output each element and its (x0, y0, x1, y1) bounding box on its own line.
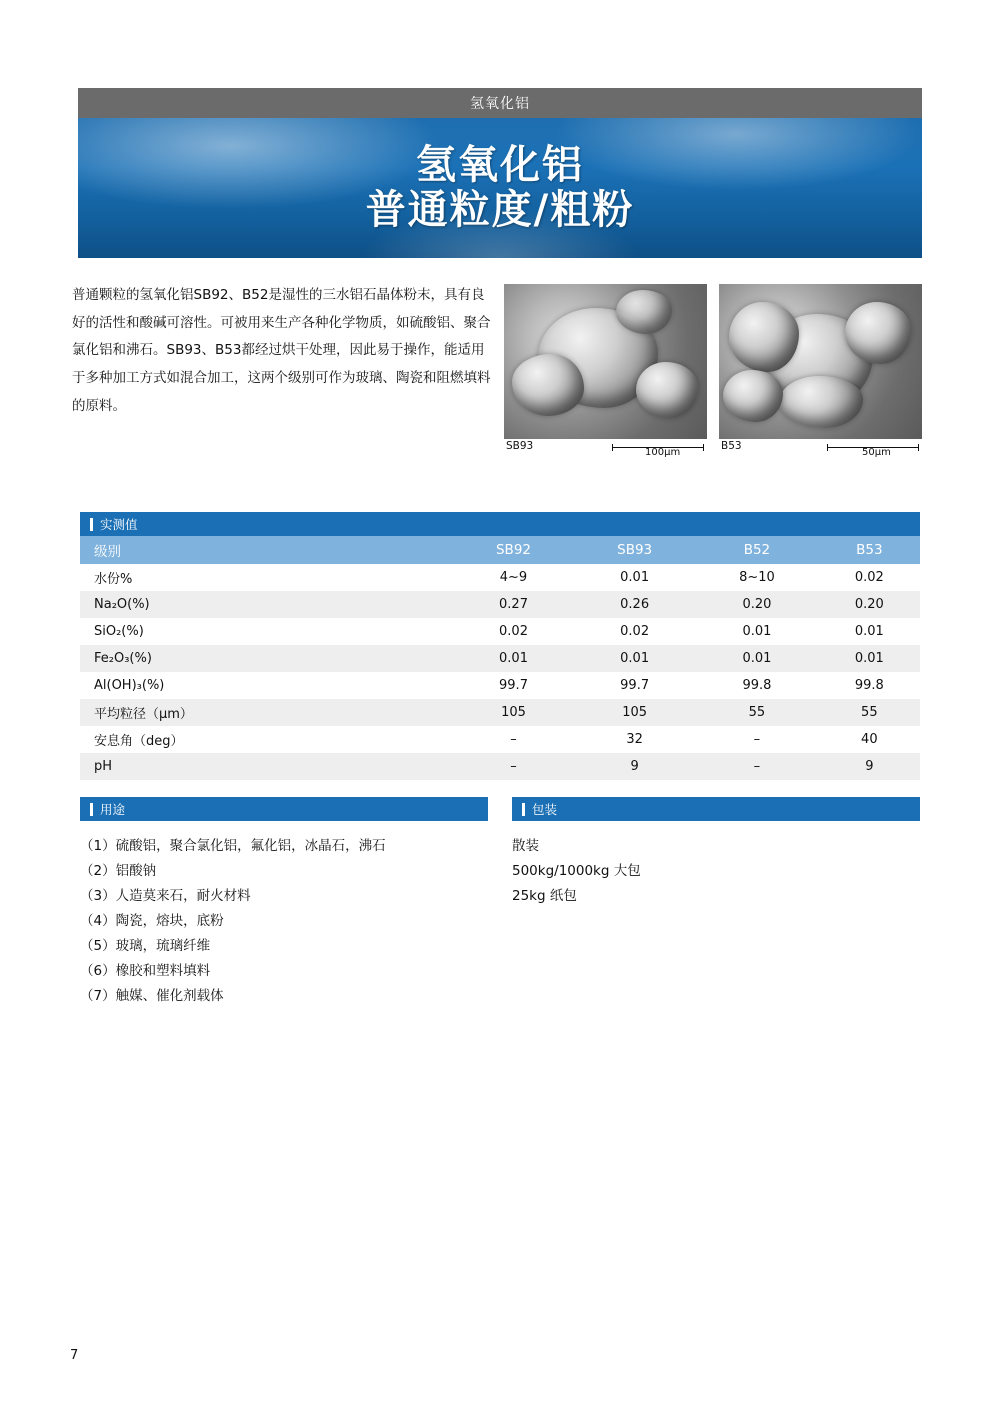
measured-values-table (80, 536, 920, 780)
table-row (80, 726, 920, 753)
cell-value: 0.27 (499, 597, 528, 612)
table-row (80, 591, 920, 618)
particle-blob (512, 354, 584, 416)
cell-value: 9 (865, 759, 874, 774)
list-item: 500kg/1000kg 大包 (512, 862, 641, 879)
cell-value: 55 (861, 705, 878, 720)
particle-blob (616, 290, 672, 334)
list-item: （1）硫酸铝，聚合氯化铝，氟化铝，冰晶石，沸石 (80, 838, 386, 854)
row-label: SiO₂(%) (94, 624, 144, 639)
row-label: Al(OH)₃(%) (94, 678, 165, 693)
tick-icon (522, 803, 525, 816)
row-label: Na₂O(%) (94, 597, 150, 612)
cell-value: 0.20 (854, 597, 884, 612)
cell-value: – (510, 732, 517, 747)
measured-values-title-text: 实测值 (100, 517, 138, 532)
cell-value: 0.20 (742, 597, 772, 612)
list-item: （6）橡胶和塑料填料 (80, 962, 211, 979)
table-header-row (80, 536, 920, 564)
cell-value: 0.02 (499, 624, 528, 639)
scale-label-b53: 50μm (862, 447, 891, 458)
row-label: Fe₂O₃(%) (94, 651, 152, 666)
cell-value: 99.8 (854, 678, 884, 693)
col-header-sb92: SB92 (453, 536, 574, 564)
sem-image-sb93 (504, 284, 707, 439)
cell-value: 0.02 (854, 570, 884, 585)
usage-section (80, 797, 488, 1009)
hero-title-line1: 氢氧化铝 (416, 142, 584, 189)
packaging-title (512, 797, 920, 821)
cell-value: 99.7 (499, 678, 528, 693)
sem-caption-sb93: SB93 (506, 440, 534, 452)
sem-caption-b53: B53 (721, 440, 742, 452)
table-row (80, 645, 920, 672)
col-header-b53: B53 (819, 536, 920, 564)
packaging-section (512, 797, 920, 909)
table-row (80, 699, 920, 726)
cell-value: 0.01 (499, 651, 528, 666)
particle-blob (779, 376, 863, 428)
particle-blob (729, 302, 799, 372)
hero-banner (78, 118, 922, 258)
cell-value: 40 (861, 732, 878, 747)
cell-value: 0.26 (620, 597, 650, 612)
sem-image-b53 (719, 284, 922, 439)
particle-blob (636, 362, 698, 418)
cell-value: – (753, 732, 761, 747)
cell-value: – (753, 759, 761, 774)
list-item: 25kg 纸包 (512, 887, 577, 904)
list-item: （2）铝酸钠 (80, 862, 157, 879)
cell-value: 105 (622, 705, 648, 720)
cell-value: 105 (501, 705, 526, 720)
intro-paragraph: 普通颗粒的氢氧化铝SB92、B52是湿性的三水铝石晶体粉末，具有良好的活性和酸碱可溶性。可被用来生产各种化学物质，如硫酸铝、聚合氯化铝和沸石。SB93、B53都经过烘干处理，因此易于操作，能适用于多种加工方式如混合加工，这两个级别可作为玻璃、陶瓷和阻燃填料的原料。 (72, 287, 491, 414)
scale-label-sb93: 100μm (645, 447, 681, 458)
hero-title-line2: 普通粒度/粗粉 (365, 187, 635, 233)
tick-icon (90, 518, 93, 531)
cell-value: 8~10 (739, 570, 775, 585)
cell-value: 99.8 (742, 678, 772, 693)
packaging-title-text: 包装 (532, 802, 558, 817)
cell-value: 0.01 (854, 624, 884, 639)
header-bar (78, 88, 922, 118)
list-item: （4）陶瓷，熔块，底粉 (80, 912, 224, 929)
list-item: 散装 (512, 838, 539, 854)
page-number: 7 (70, 1348, 79, 1363)
table-row (80, 564, 920, 591)
tick-icon (90, 803, 93, 816)
packaging-list (512, 821, 920, 909)
row-label: 平均粒径（μm） (94, 707, 193, 722)
cell-value: 0.01 (742, 624, 772, 639)
table-row (80, 753, 920, 780)
row-label: 安息角（deg） (94, 734, 184, 749)
cell-value: 9 (630, 759, 639, 774)
cell-value: 0.01 (742, 651, 772, 666)
cell-value: 99.7 (620, 678, 650, 693)
cell-value: 0.01 (854, 651, 884, 666)
usage-list (80, 821, 488, 1009)
cell-value: – (510, 759, 517, 774)
col-header-b52: B52 (695, 536, 818, 564)
list-item: （3）人造莫来石，耐火材料 (80, 887, 251, 904)
row-label: pH (94, 759, 113, 774)
cell-value: 0.01 (620, 651, 650, 666)
col-header-sb93: SB93 (574, 536, 695, 564)
cell-value: 32 (626, 732, 643, 747)
cell-value: 0.01 (620, 570, 650, 585)
table-row (80, 618, 920, 645)
measured-values-title (80, 512, 920, 536)
header-bar-title: 氢氧化铝 (470, 96, 530, 112)
table-row (80, 672, 920, 699)
cell-value: 4~9 (499, 570, 528, 585)
list-item: （5）玻璃，琉璃纤维 (80, 937, 211, 954)
list-item: （7）触媒、催化剂载体 (80, 987, 224, 1004)
measured-values-section (80, 512, 920, 780)
particle-blob (723, 370, 783, 422)
cell-value: 0.02 (620, 624, 650, 639)
row-label: 水份% (94, 572, 133, 587)
usage-title-text: 用途 (100, 802, 126, 817)
particle-blob (845, 302, 911, 364)
col-header-grade: 级别 (80, 536, 453, 564)
cell-value: 55 (748, 705, 766, 720)
usage-title (80, 797, 488, 821)
